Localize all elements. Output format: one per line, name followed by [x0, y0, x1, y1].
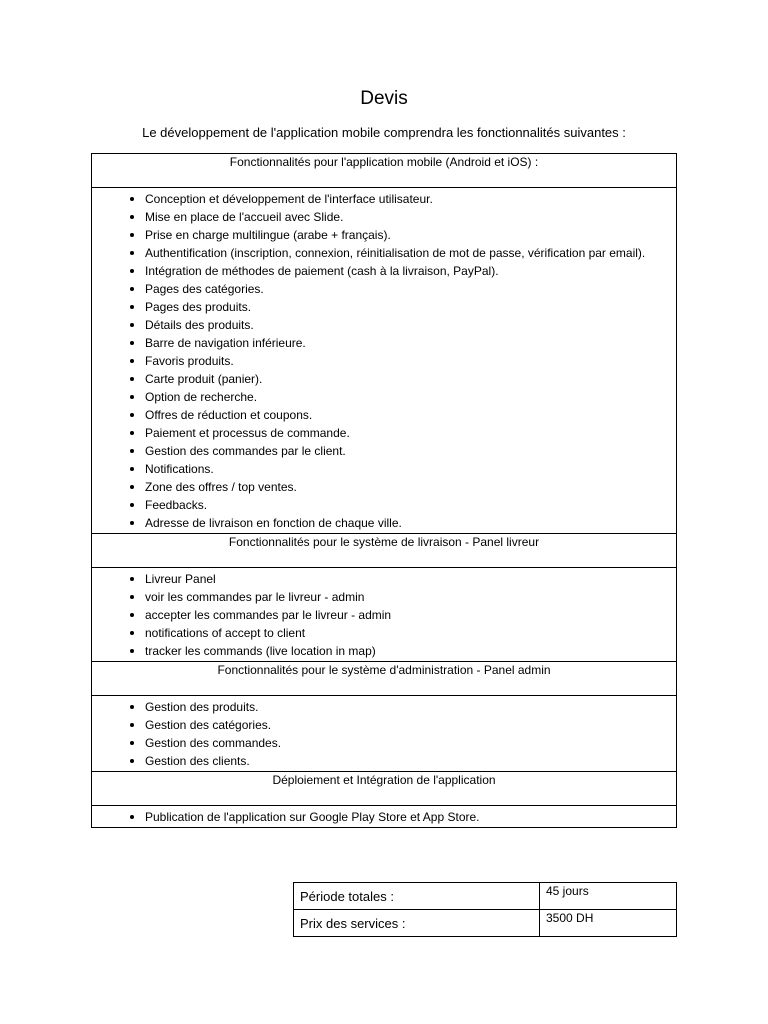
price-value: 3500 DH — [540, 910, 677, 937]
feature-item: • Livreur Panel — [145, 570, 666, 588]
section-list-cell — [92, 696, 677, 772]
section-header-cell — [92, 534, 677, 568]
summary-table — [293, 882, 677, 937]
feature-item: • Adresse de livraison en fonction de chaque ville. — [145, 514, 666, 532]
section-header-cell — [92, 772, 677, 806]
section-header-row — [92, 154, 677, 188]
section-header-row — [92, 662, 677, 696]
summary-row-period — [294, 883, 677, 910]
section-header: Fonctionnalités pour le système d'administration - Panel admin — [217, 663, 551, 677]
feature-list — [92, 568, 676, 661]
feature-item: • voir les commandes par le livreur - admin — [145, 588, 666, 606]
features-table — [91, 153, 677, 828]
feature-item: • Gestion des produits. — [145, 698, 666, 716]
feature-item: • Gestion des commandes par le client. — [145, 442, 666, 460]
section-header-cell — [92, 154, 677, 188]
section-header: Fonctionnalités pour le système de livraison - Panel livreur — [228, 535, 540, 549]
feature-item: • Prise en charge multilingue (arabe + français). — [145, 226, 666, 244]
feature-list — [92, 696, 676, 771]
price-label: Prix des services : — [294, 910, 540, 937]
feature-item: • Détails des produits. — [145, 316, 666, 334]
feature-item: • Barre de navigation inférieure. — [145, 334, 666, 352]
feature-item: • Pages des produits. — [145, 298, 666, 316]
feature-item: • tracker les commands (live location in map) — [145, 642, 666, 660]
section-list-row — [92, 568, 677, 662]
feature-item: • Conception et développement de l'interface utilisateur. — [145, 190, 666, 208]
intro-text: Le développement de l'application mobile comprendra les fonctionnalités suivantes : — [142, 125, 626, 140]
feature-item: • Publication de l'application sur Google Play Store et App Store. — [145, 808, 666, 826]
features-table-body — [92, 154, 677, 828]
period-label: Période totales : — [294, 883, 540, 910]
section-list-cell — [92, 806, 677, 828]
feature-item: • Offres de réduction et coupons. — [145, 406, 666, 424]
section-list-row — [92, 188, 677, 534]
feature-item: • Authentification (inscription, connexion, réinitialisation de mot de passe, vérification par email). — [145, 244, 666, 262]
feature-item: • Notifications. — [145, 460, 666, 478]
section-header-row — [92, 772, 677, 806]
feature-item: • Feedbacks. — [145, 496, 666, 514]
feature-item: • notifications of accept to client — [145, 624, 666, 642]
document-title: Devis — [360, 88, 408, 109]
feature-item: • Favoris produits. — [145, 352, 666, 370]
section-list-row — [92, 806, 677, 828]
feature-item: • Gestion des clients. — [145, 752, 666, 770]
feature-item: • Option de recherche. — [145, 388, 666, 406]
feature-item: • accepter les commandes par le livreur - admin — [145, 606, 666, 624]
section-header: Déploiement et Intégration de l'application — [272, 773, 496, 787]
section-header-row — [92, 534, 677, 568]
feature-item: • Paiement et processus de commande. — [145, 424, 666, 442]
feature-item: • Carte produit (panier). — [145, 370, 666, 388]
period-value: 45 jours — [540, 883, 677, 910]
section-list-row — [92, 696, 677, 772]
feature-list — [92, 806, 676, 827]
feature-item: • Zone des offres / top ventes. — [145, 478, 666, 496]
section-list-cell — [92, 568, 677, 662]
feature-list — [92, 188, 676, 533]
feature-item: • Gestion des catégories. — [145, 716, 666, 734]
feature-item: • Intégration de méthodes de paiement (cash à la livraison, PayPal). — [145, 262, 666, 280]
section-list-cell — [92, 188, 677, 534]
summary-row-price — [294, 910, 677, 937]
feature-item: • Gestion des commandes. — [145, 734, 666, 752]
section-header: Fonctionnalités pour l'application mobile (Android et iOS) : — [229, 155, 539, 169]
section-header-cell — [92, 662, 677, 696]
feature-item: • Mise en place de l'accueil avec Slide. — [145, 208, 666, 226]
feature-item: • Pages des catégories. — [145, 280, 666, 298]
